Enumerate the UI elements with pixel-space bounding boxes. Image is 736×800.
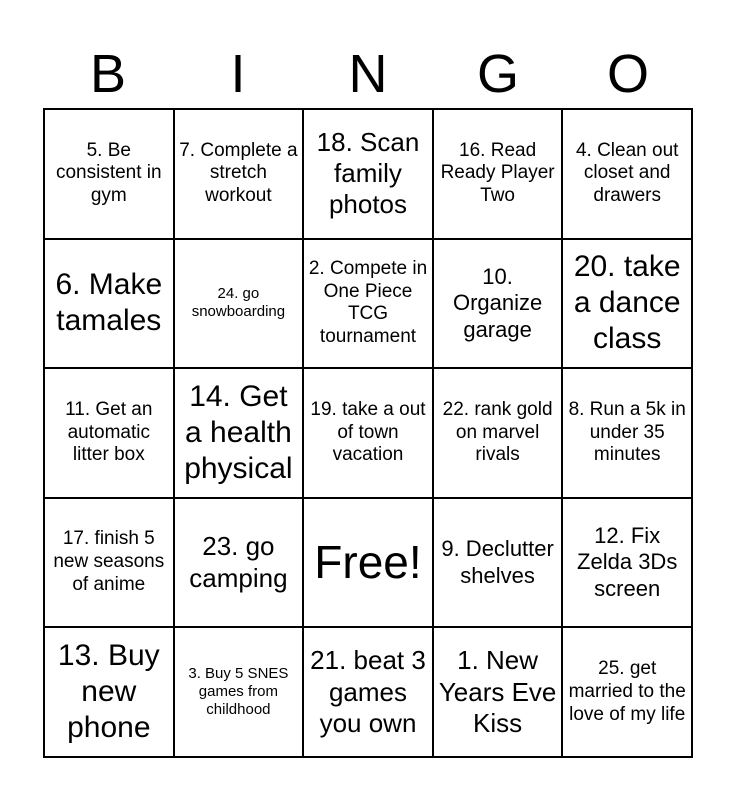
header-letter-g: G (476, 44, 519, 104)
bingo-cell[interactable] (44, 239, 174, 369)
cell-text: 11. Get an automatic litter box (65, 398, 153, 466)
bingo-cell[interactable] (303, 109, 433, 239)
cell-text: 22. rank gold on marvel rivals (442, 398, 553, 466)
free-space-text: Free! (314, 536, 422, 588)
bingo-header (43, 40, 693, 108)
bingo-cell[interactable] (433, 627, 563, 757)
cell-text: 8. Run a 5k in under 35 minutes (568, 398, 686, 466)
cell-text: 13. Buy new phone (57, 639, 160, 745)
cell-text: 4. Clean out closet and drawers (575, 139, 679, 207)
cell-text: 18. Scan family photos (316, 127, 420, 220)
cell-text: 10. Organize garage (452, 263, 543, 342)
bingo-cell[interactable] (562, 498, 692, 628)
cell-text: 12. Fix Zelda 3Ds screen (577, 523, 678, 601)
cell-text: 21. beat 3 games you own (310, 645, 426, 738)
free-space-cell[interactable] (303, 498, 433, 628)
bingo-cell[interactable] (174, 498, 304, 628)
cell-text: 9. Declutter shelves (441, 536, 554, 588)
bingo-cell[interactable] (174, 239, 304, 369)
bingo-cell[interactable] (433, 109, 563, 239)
bingo-cell[interactable] (44, 498, 174, 628)
cell-text: 23. go camping (189, 531, 288, 593)
cell-text: 5. Be consistent in gym (55, 139, 162, 207)
header-letter-b: B (89, 44, 127, 104)
header-letter-n: N (348, 44, 388, 104)
header-letter-i: I (230, 44, 246, 104)
bingo-cell[interactable] (562, 109, 692, 239)
bingo-cell[interactable] (433, 368, 563, 498)
bingo-cell[interactable] (174, 368, 304, 498)
cell-text: 20. take a dance class (573, 250, 681, 356)
bingo-cell[interactable] (303, 627, 433, 757)
bingo-board (43, 108, 693, 758)
cell-text: 2. Compete in One Piece TCG tournament (308, 257, 428, 348)
bingo-cell[interactable] (44, 627, 174, 757)
bingo-cell[interactable] (433, 239, 563, 369)
bingo-cell[interactable] (562, 368, 692, 498)
cell-text: 14. Get a health physical (184, 379, 293, 485)
cell-text: 25. get married to the love of my life (568, 658, 686, 725)
cell-text: 1. New Years Eve Kiss (438, 645, 557, 738)
cell-text: 6. Make tamales (55, 268, 163, 338)
header-letter-o: O (606, 44, 649, 104)
bingo-cell[interactable] (44, 368, 174, 498)
cell-text: 16. Read Ready Player Two (440, 139, 555, 207)
cell-text: 3. Buy 5 SNES games from childhood (188, 665, 289, 719)
cell-text: 24. go snowboarding (191, 285, 286, 321)
cell-text: 19. take a out of town vacation (310, 398, 426, 466)
bingo-cell[interactable] (562, 627, 692, 757)
bingo-cell[interactable] (303, 239, 433, 369)
bingo-cell[interactable] (174, 109, 304, 239)
bingo-cell[interactable] (562, 239, 692, 369)
bingo-cell[interactable] (44, 109, 174, 239)
cell-text: 17. finish 5 new seasons of anime (53, 528, 165, 595)
bingo-cell[interactable] (433, 498, 563, 628)
bingo-cell[interactable] (303, 368, 433, 498)
bingo-cell[interactable] (174, 627, 304, 757)
cell-text: 7. Complete a stretch workout (179, 139, 298, 207)
